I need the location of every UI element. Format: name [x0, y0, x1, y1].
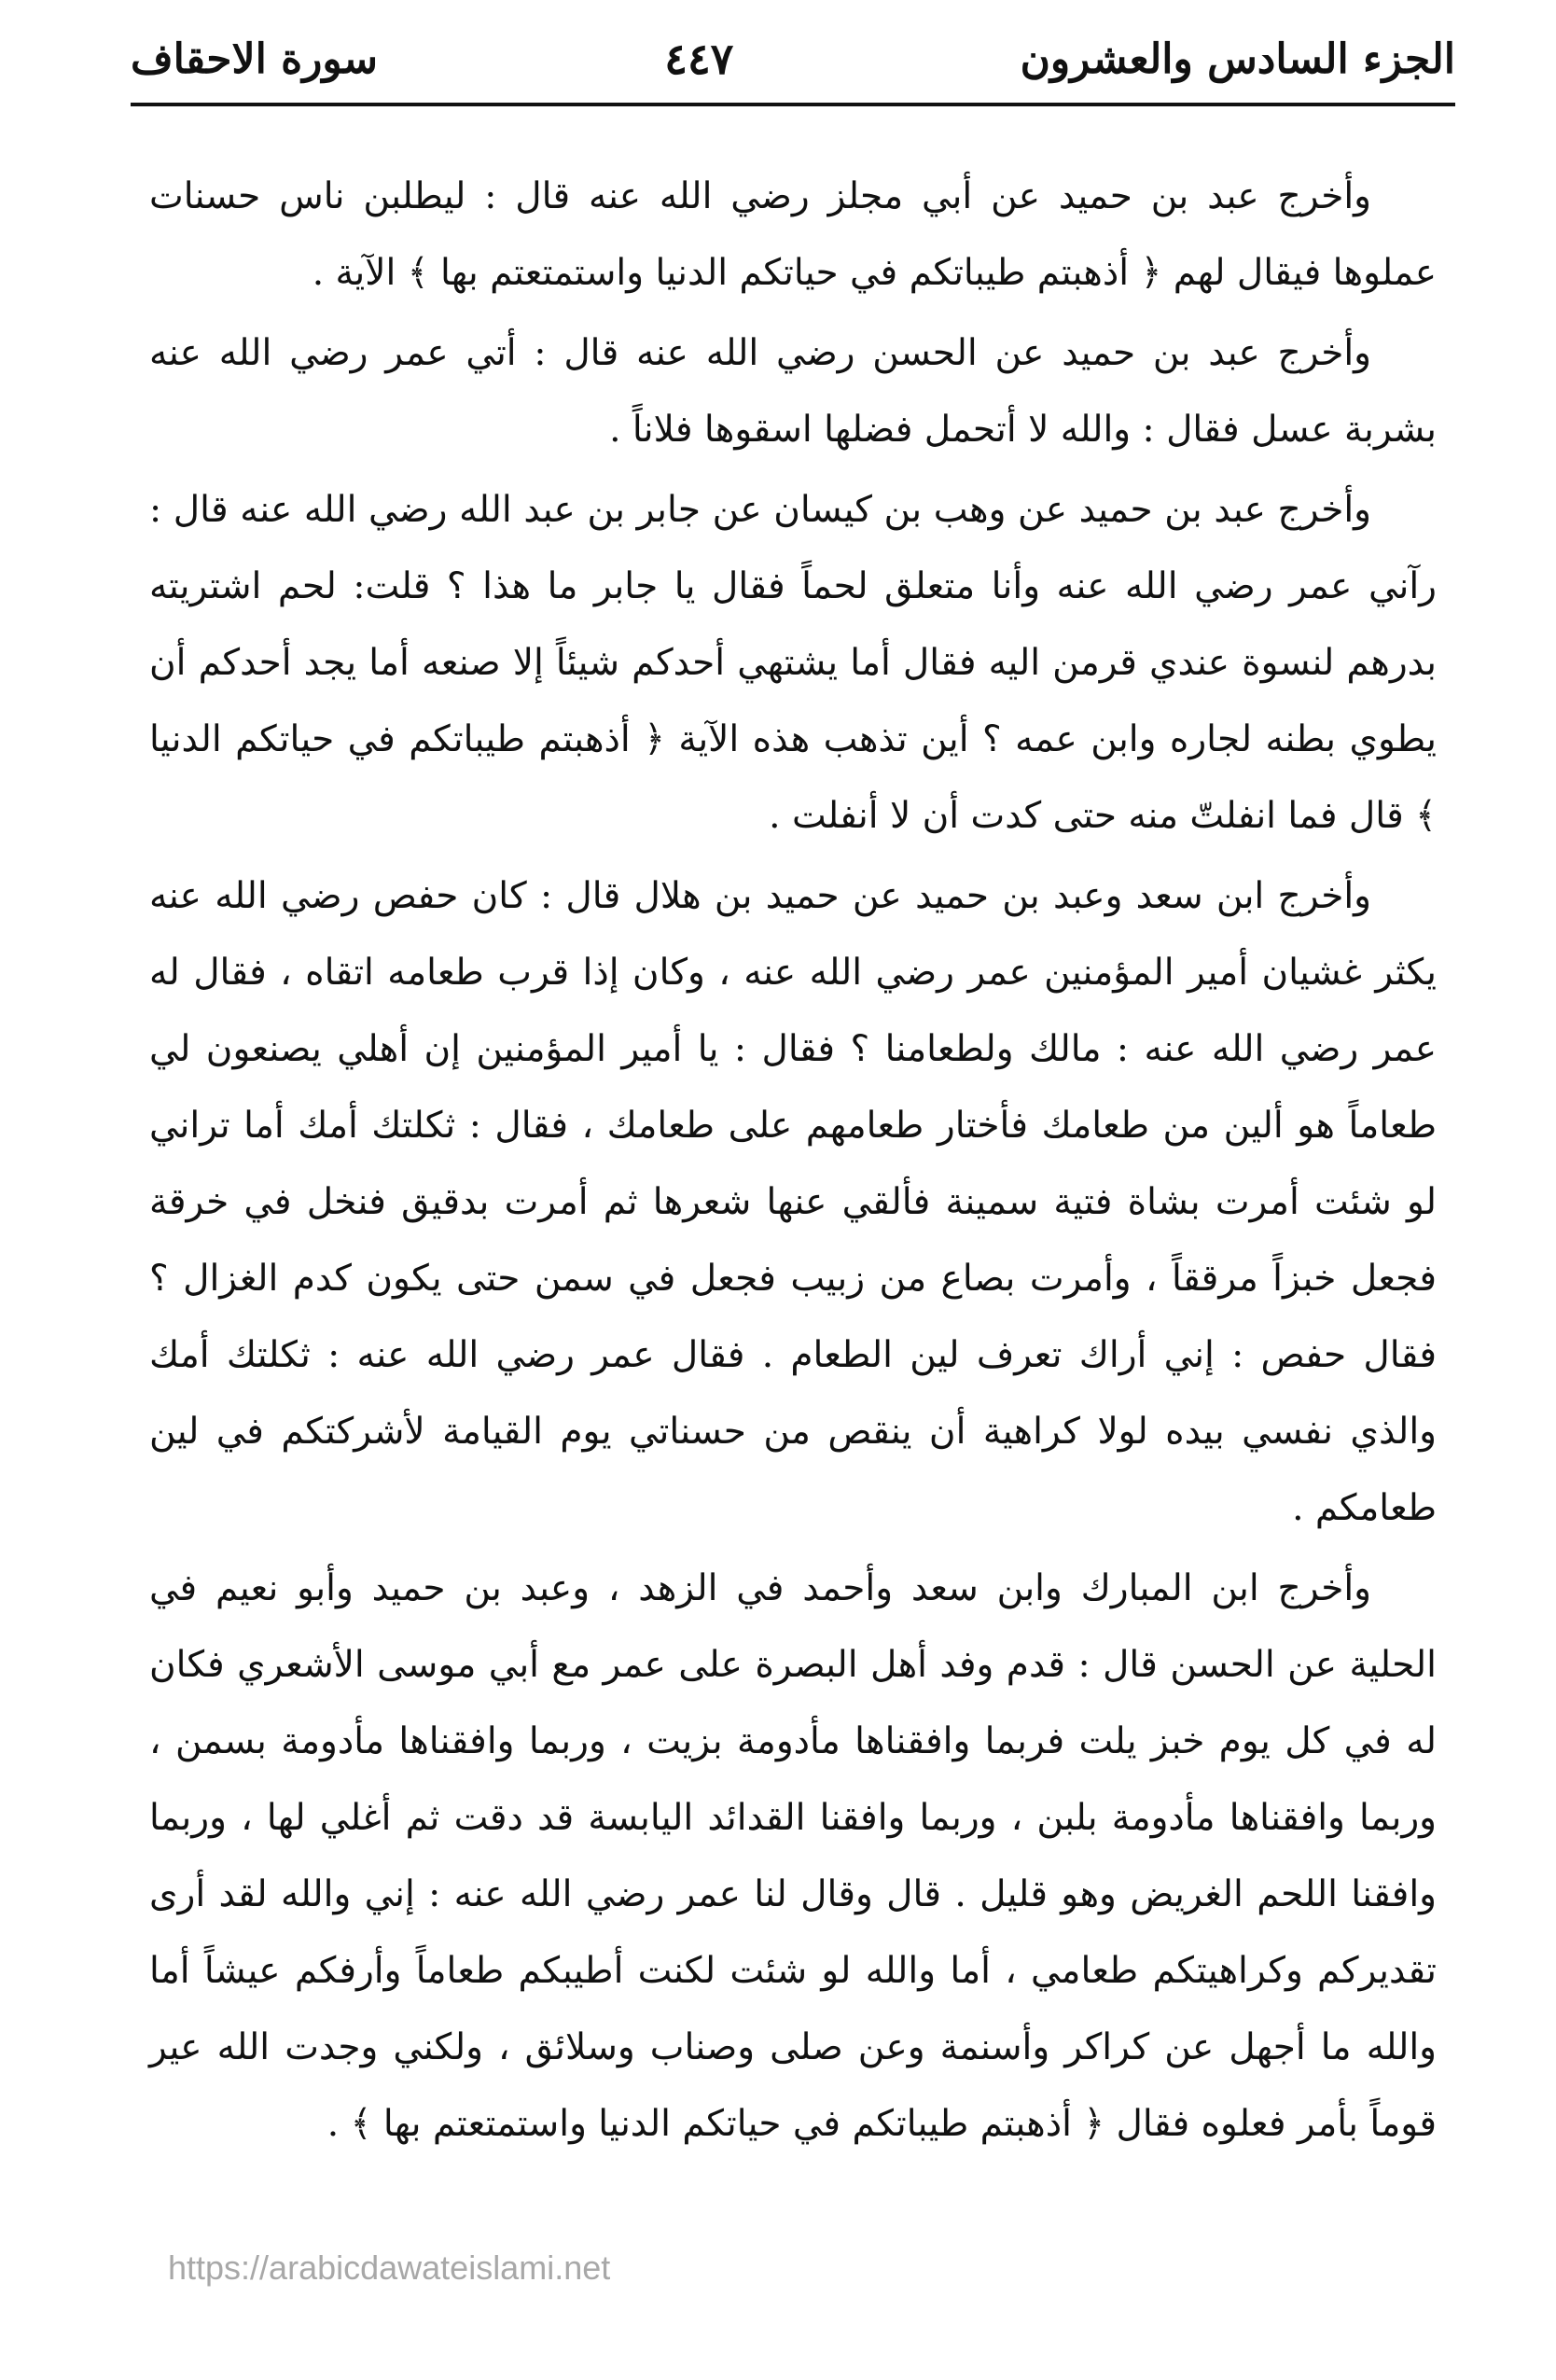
paragraph-5: وأخرج ابن المبارك وابن سعد وأحمد في الزهد ، وعبد بن حميد وأبو نعيم في الحلية عن الحسن قال : قدم وفد أهل البصرة على عمر مع أبي موسى الأشعري فكان له في كل يوم خبز يلت فربما وافقناها مأدومة بزيت ، وربما وافقناها مأدومة بسمن ، وربما وافقناها مأدومة بلبن ، وربما وافقنا القدائد اليابسة قد دقت ثم أغلي لها ، وربما وافقنا اللحم الغريض وهو قليل . قال وقال لنا عمر رضي الله عنه : إني والله لقد أرى تقديركم وكراهيتكم طعامي ، أما والله لو شئت لكنت أطيبكم طعاماً وأرفكم عيشاً أما والله ما أجهل عن كراكر وأسنمة وعن صلى وصناب وسلائق ، ولكني وجدت الله عير قوماً بأمر فعلوه فقال ﴿ أذهبتم طيباتكم في حياتكم الدنيا واستمتعتم بها ﴾ .	[149, 1567, 1437, 2145]
header-surah: سورة الاحقاف	[131, 35, 379, 83]
watermark-url: https://arabicdawateislami.net	[168, 2248, 611, 2287]
page-header	[131, 17, 1455, 101]
paragraph-1: وأخرج عبد بن حميد عن أبي مجلز رضي الله عنه قال : ليطلبن ناس حسنات عملوها فيقال لهم ﴿ أذهبتم طيباتكم في حياتكم الدنيا واستمتعتم بها ﴾ الآية .	[149, 175, 1437, 294]
header-part: الجزء السادس والعشرون	[1020, 35, 1455, 83]
page-body	[149, 159, 1437, 2166]
header-rule	[131, 103, 1455, 106]
paragraph-3: وأخرج عبد بن حميد عن وهب بن كيسان عن جابر بن عبد الله رضي الله عنه قال : رآني عمر رضي الله عنه وأنا متعلق لحماً فقال يا جابر ما هذا ؟ قلت: لحم اشتريته بدرهم لنسوة عندي قرمن اليه فقال أما يشتهي أحدكم شيئاً إلا صنعه أما يجد أحدكم أن يطوي بطنه لجاره وابن عمه ؟ أين تذهب هذه الآية ﴿ أذهبتم طيباتكم في حياتكم الدنيا ﴾ قال فما انفلتّ منه حتى كدت أن لا أنفلت .	[149, 489, 1437, 837]
paragraph-4: وأخرج ابن سعد وعبد بن حميد عن حميد بن هلال قال : كان حفص رضي الله عنه يكثر غشيان أمير المؤمنين عمر رضي الله عنه ، وكان إذا قرب طعامه اتقاه ، فقال له عمر رضي الله عنه : مالك ولطعامنا ؟ فقال : يا أمير المؤمنين إن أهلي يصنعون لي طعاماً هو ألين من طعامك فأختار طعامهم على طعامك ، فقال : ثكلتك أمك أما تراني لو شئت أمرت بشاة فتية سمينة فألقي عنها شعرها ثم أمرت بدقيق فنخل في خرقة فجعل خبزاً مرققاً ، وأمرت بصاع من زبيب فجعل في سمن حتى يكون كدم الغزال ؟ فقال حفص : إني أراك تعرف لين الطعام . فقال عمر رضي الله عنه : ثكلتك أمك والذي نفسي بيده لولا كراهية أن ينقص من حسناتي يوم القيامة لأشركتكم في لين طعامكم .	[149, 875, 1437, 1529]
paragraph-2: وأخرج عبد بن حميد عن الحسن رضي الله عنه قال : أتي عمر رضي الله عنه بشربة عسل فقال : والله لا أتحمل فضلها اسقوها فلاناً .	[149, 332, 1437, 451]
page-number: ٤٤٧	[664, 34, 734, 84]
